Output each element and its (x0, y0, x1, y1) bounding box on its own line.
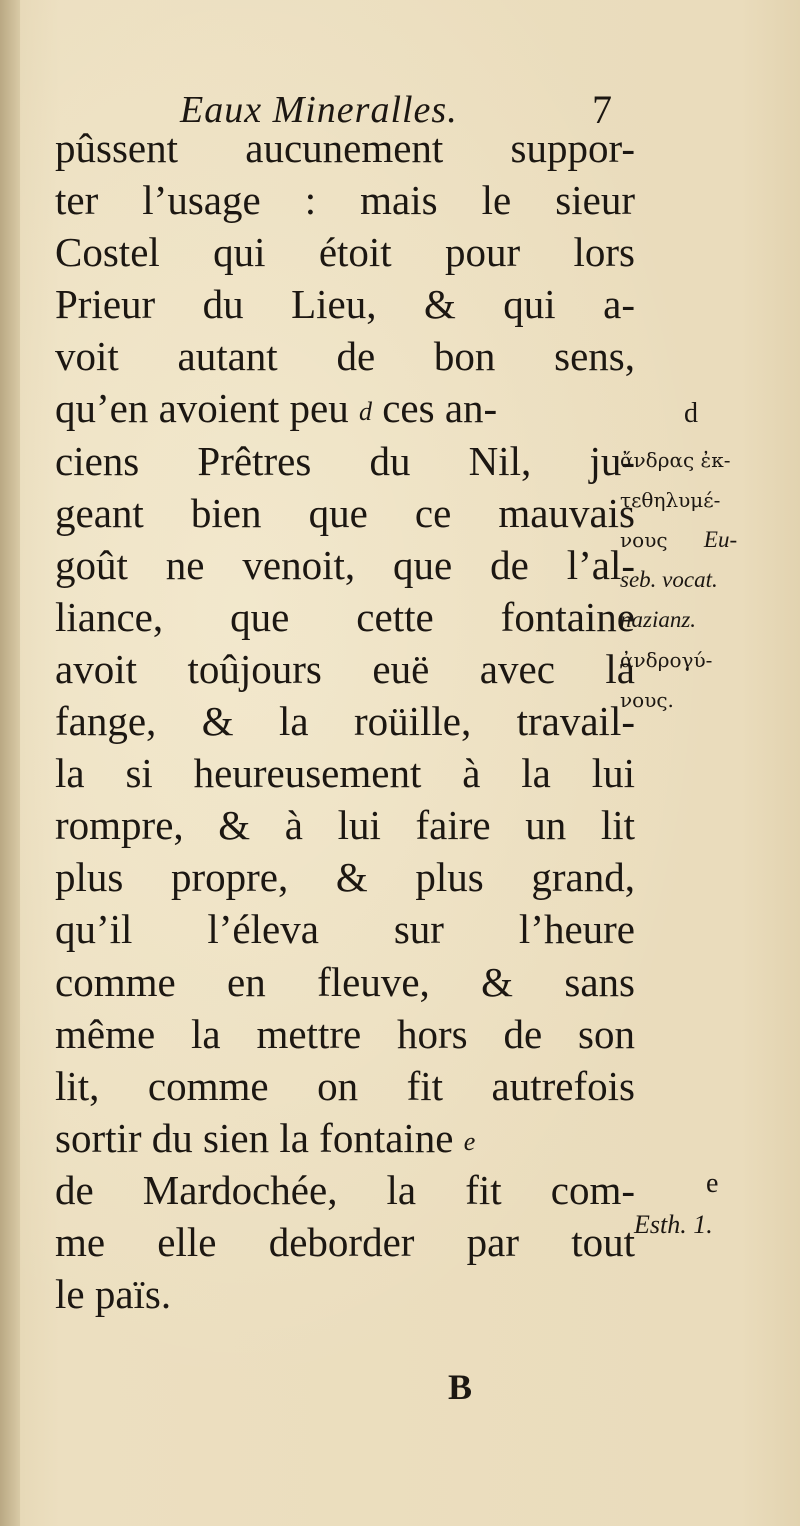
signature-mark: B (448, 1367, 473, 1407)
text-line: ciens Prêtres du Nil, ju- (55, 437, 635, 484)
text-line: voit autant de bon sens, (55, 333, 635, 380)
text-line: qu’il l’éleva sur l’heure (55, 906, 635, 953)
text-line: ter l’usage : mais le sieur (55, 177, 635, 224)
margin-note-e: Esth. 1. (634, 1210, 713, 1239)
text-line: le païs. (55, 1271, 172, 1318)
text-line: pûssent aucunement suppor- (55, 125, 635, 171)
text-line: goût ne venoit, que de l’al- (55, 541, 635, 588)
margin-note-part: Eu- (703, 527, 738, 552)
text-line: fange, & la roüille, travail- (55, 698, 635, 745)
text-line: lit, comme on fit autrefois (55, 1062, 635, 1109)
text-line: comme en fleuve, & sans (55, 958, 635, 1005)
page-number: 7 (592, 87, 612, 132)
margin-note-mark-e: e (706, 1168, 719, 1199)
text-line: geant bien que ce mauvais (55, 489, 635, 536)
margin-note-line: ἄνδρας ἐκ- (620, 448, 731, 472)
text-line: liance, que cette fontaine (55, 593, 635, 640)
text-line: avoit toûjours euë avec la (55, 645, 635, 692)
text-line: plus propre, & plus grand, (55, 854, 635, 901)
footnote-reference-d: d (358, 397, 372, 427)
footnote-reference-e: e (463, 1126, 476, 1156)
margin-note-line: ἀνδρογύ- (620, 648, 713, 672)
text-line-part: sortir du sien la fontaine (55, 1114, 454, 1161)
body-text (55, 122, 635, 1320)
margin-note-line: τεθηλυμέ- (620, 488, 721, 512)
text-line: me elle deborder par tout (55, 1218, 635, 1265)
margin-note-mark-d: d (684, 398, 698, 429)
margin-note-line: nazianz. (620, 607, 697, 632)
text-line: Prieur du Lieu, & qui a- (55, 281, 635, 328)
text-line-part: qu’en avoient peu (55, 385, 349, 432)
margin-note-line: νους. (620, 688, 674, 712)
running-title: Eaux Mineralles. (180, 89, 458, 131)
text-line: rompre, & à lui faire un lit (55, 802, 635, 849)
margin-note-line (620, 520, 800, 560)
text-line: de Mardochée, la fit com- (55, 1166, 635, 1213)
text-line: Costel qui étoit pour lors (55, 229, 635, 276)
margin-note-part: νους (620, 528, 668, 552)
page-binding-edge (0, 0, 20, 1526)
text-line (55, 1112, 635, 1164)
text-line-part: ces an- (382, 385, 498, 432)
margin-note-d (620, 440, 800, 720)
text-line: la si heureusement à la lui (55, 750, 635, 797)
margin-note-line: seb. vocat. (620, 567, 718, 592)
text-line: même la mettre hors de son (55, 1010, 635, 1057)
text-line (55, 382, 635, 434)
